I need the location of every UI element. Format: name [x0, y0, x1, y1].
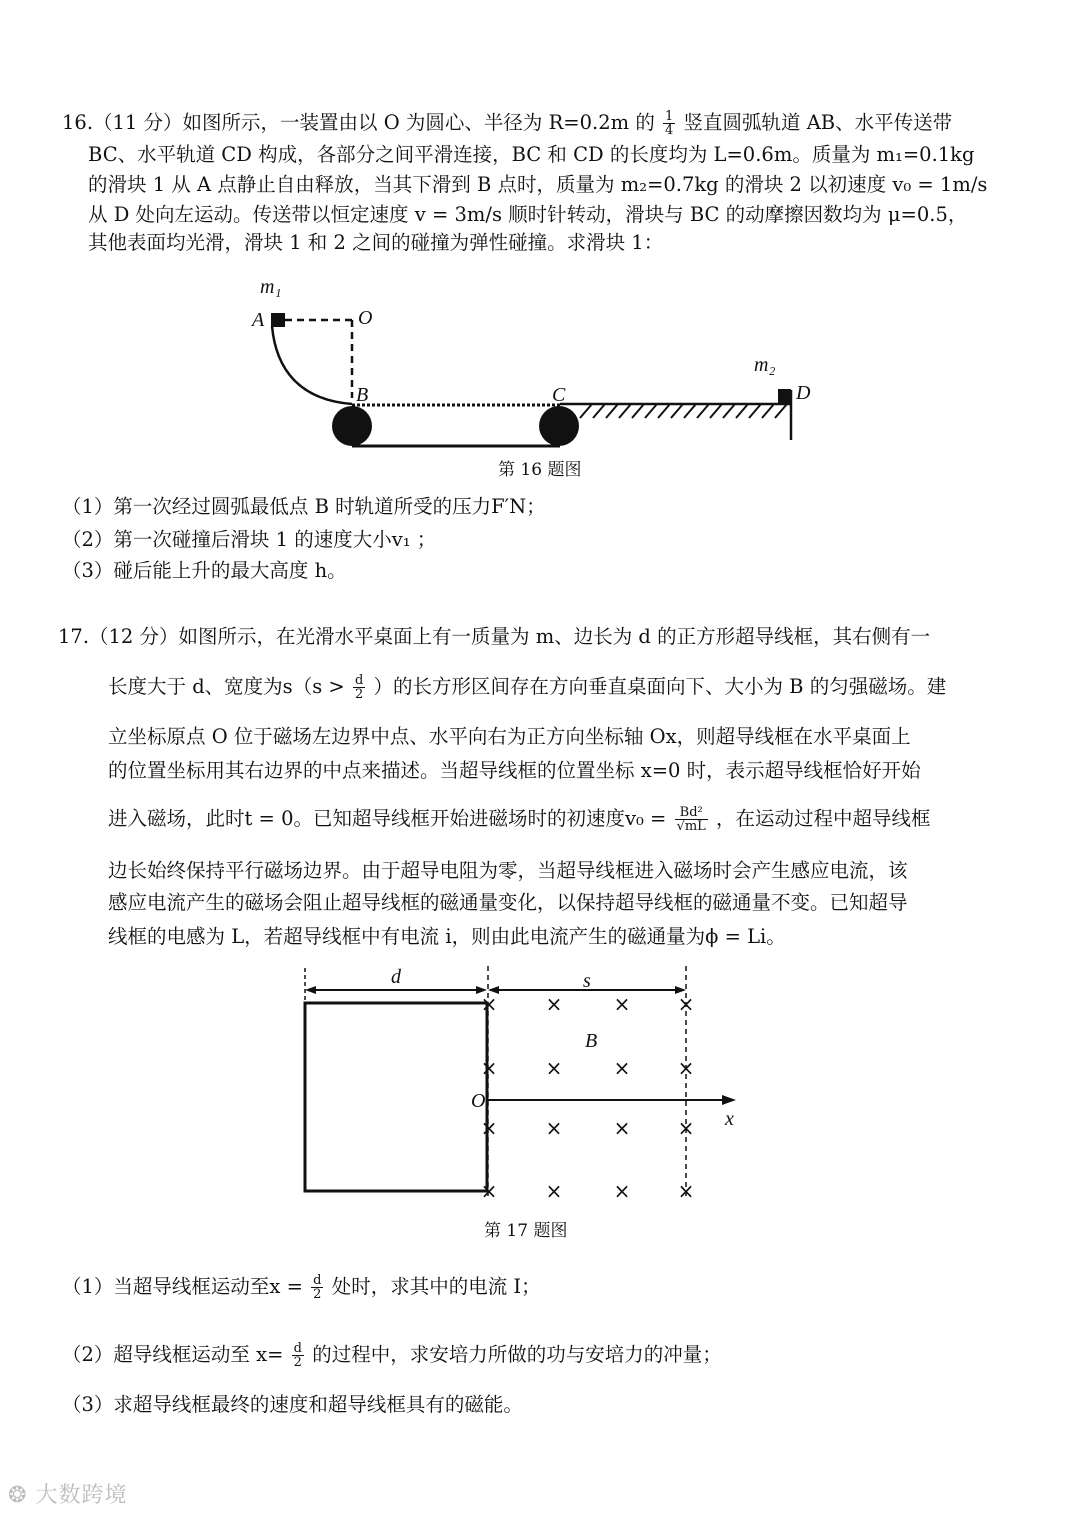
label-b-field: B [585, 1030, 598, 1052]
x-axis-arrow [722, 1095, 736, 1105]
p16-line-1-text: 16.（11 分）如图所示，一装置由以 O 为圆心、半径为 R=0.2m 的 [62, 111, 655, 134]
fraction-denominator: 2 [313, 1287, 322, 1302]
watermark-logo [8, 1478, 127, 1509]
fraction-numerator: d [313, 1273, 322, 1288]
magnetic-field-crosses [481, 992, 695, 1203]
p17-question-1-tail: 处时，求其中的电流 I； [331, 1275, 541, 1298]
label-x-axis: x [725, 1108, 734, 1130]
svg-text:×: × [480, 1116, 498, 1140]
fraction-numerator: d [354, 673, 364, 688]
p17-line-3: 立坐标原点 O 位于磁场左边界中点、水平向右为正方向坐标轴 Ox，则超导线框在水平桌面上 [108, 725, 911, 748]
watermark-text: 大数跨境 [35, 1483, 128, 1508]
p17-line-5-tail: ，在运动过程中超导线框 [716, 807, 931, 830]
figure-17-caption: 第 17 题图 [484, 1221, 568, 1241]
p17-question-2 [62, 1340, 722, 1370]
figure-16-caption: 第 16 题图 [498, 460, 582, 480]
svg-text:×: × [545, 1179, 563, 1203]
label-d: D [796, 382, 811, 404]
label-s-dim: s [583, 970, 591, 992]
p16-line-5: 其他表面均光滑，滑块 1 和 2 之间的碰撞为弹性碰撞。求滑块 1： [88, 231, 664, 254]
p17-line-2-tail: ）的长方形区间存在方向垂直桌面向下、大小为 B 的匀强磁场。建 [373, 675, 947, 698]
svg-text:×: × [677, 1056, 695, 1080]
p17-line-6: 边长始终保持平行磁场边界。由于超导电阻为零，当超导线框进入磁场时会产生感应电流，该 [108, 859, 908, 882]
svg-text:×: × [613, 1179, 631, 1203]
fraction-denominator: 4 [665, 123, 674, 138]
fraction-denominator: 2 [293, 1355, 302, 1370]
p16-question-3: （3）碰后能上升的最大高度 h。 [62, 559, 347, 582]
d-over-2-fraction [292, 1342, 304, 1369]
p17-question-3: （3）求超导线框最终的速度和超导线框具有的磁能。 [62, 1393, 523, 1416]
svg-text:×: × [677, 1116, 695, 1140]
label-origin: O [471, 1090, 486, 1112]
p16-question-2: （2）第一次碰撞后滑块 1 的速度大小v₁ ； [62, 528, 437, 551]
svg-text:×: × [480, 1179, 498, 1203]
fraction-denominator: √mL [676, 819, 706, 834]
label-m1: m₁ [260, 276, 282, 298]
fraction-denominator: 2 [354, 687, 364, 702]
svg-text:×: × [613, 992, 631, 1016]
label-b: B [356, 384, 369, 406]
svg-text:×: × [677, 992, 695, 1016]
watermark-icon: ❂ [8, 1483, 28, 1508]
superconducting-frame [305, 1003, 487, 1191]
p17-line-7: 感应电流产生的磁场会阻止超导线框的磁通量变化，以保持超导线框的磁通量不变。已知超导 [108, 891, 908, 914]
svg-text:×: × [613, 1116, 631, 1140]
svg-text:×: × [545, 1056, 563, 1080]
svg-text:×: × [545, 992, 563, 1016]
fraction-numerator: 1 [665, 109, 674, 124]
label-c: C [552, 384, 566, 406]
svg-text:×: × [480, 1056, 498, 1080]
fraction-numerator: Bd² [675, 806, 708, 820]
label-d-dim: d [391, 966, 401, 988]
fraction-numerator: d [293, 1341, 302, 1356]
p16-question-1: （1）第一次经过圆弧最低点 B 时轨道所受的压力F′N； [62, 495, 546, 518]
svg-text:×: × [613, 1056, 631, 1080]
p17-line-4: 的位置坐标用其右边界的中点来描述。当超导线框的位置坐标 x=0 时，表示超导线框恰好开始 [108, 759, 921, 782]
p17-question-1-head: （1）当超导线框运动至x = [62, 1275, 303, 1298]
p16-line-1-tail: 竖直圆弧轨道 AB、水平传送带 [683, 111, 953, 134]
p17-question-1 [62, 1272, 541, 1302]
dim-d-arrow-left [305, 986, 316, 994]
p16-line-4: 从 D 处向左运动。传送带以恒定速度 v = 3m/s 顺时针转动，滑块与 BC 的动摩擦因数均为 μ=0.5， [88, 203, 968, 226]
p16-line-2: BC、水平轨道 CD 构成，各部分之间平滑连接，BC 和 CD 的长度均为 L=0.6m。质量为 m₁=0.1kg [88, 143, 975, 166]
label-m2: m₂ [754, 354, 776, 376]
label-o: O [358, 307, 373, 329]
p17-line-1: 17.（12 分）如图所示，在光滑水平桌面上有一质量为 m、边长为 d 的正方形超导线框，其右侧有一 [58, 625, 931, 648]
svg-text:×: × [677, 1179, 695, 1203]
d-over-2-fraction [311, 1274, 323, 1301]
p16-line-3: 的滑块 1 从 A 点静止自由释放，当其下滑到 B 点时，质量为 m₂=0.7kg 的滑块 2 以初速度 v₀ = 1m/s [88, 173, 988, 196]
p17-question-2-head: （2）超导线框运动至 x= [62, 1343, 284, 1366]
p17-line-8: 线框的电感为 L，若超导线框中有电流 i，则由此电流产生的磁通量为ϕ = Li。 [108, 925, 786, 948]
p17-line-5-head: 进入磁场，此时t = 0。已知超导线框开始进磁场时的初速度v₀ = [108, 807, 667, 830]
label-a: A [252, 309, 265, 331]
svg-text:×: × [545, 1116, 563, 1140]
p17-question-2-tail: 的过程中，求安培力所做的功与安培力的冲量； [312, 1343, 722, 1366]
p17-line-2-head: 长度大于 d、宽度为s（s > [108, 675, 345, 698]
svg-text:×: × [480, 992, 498, 1016]
